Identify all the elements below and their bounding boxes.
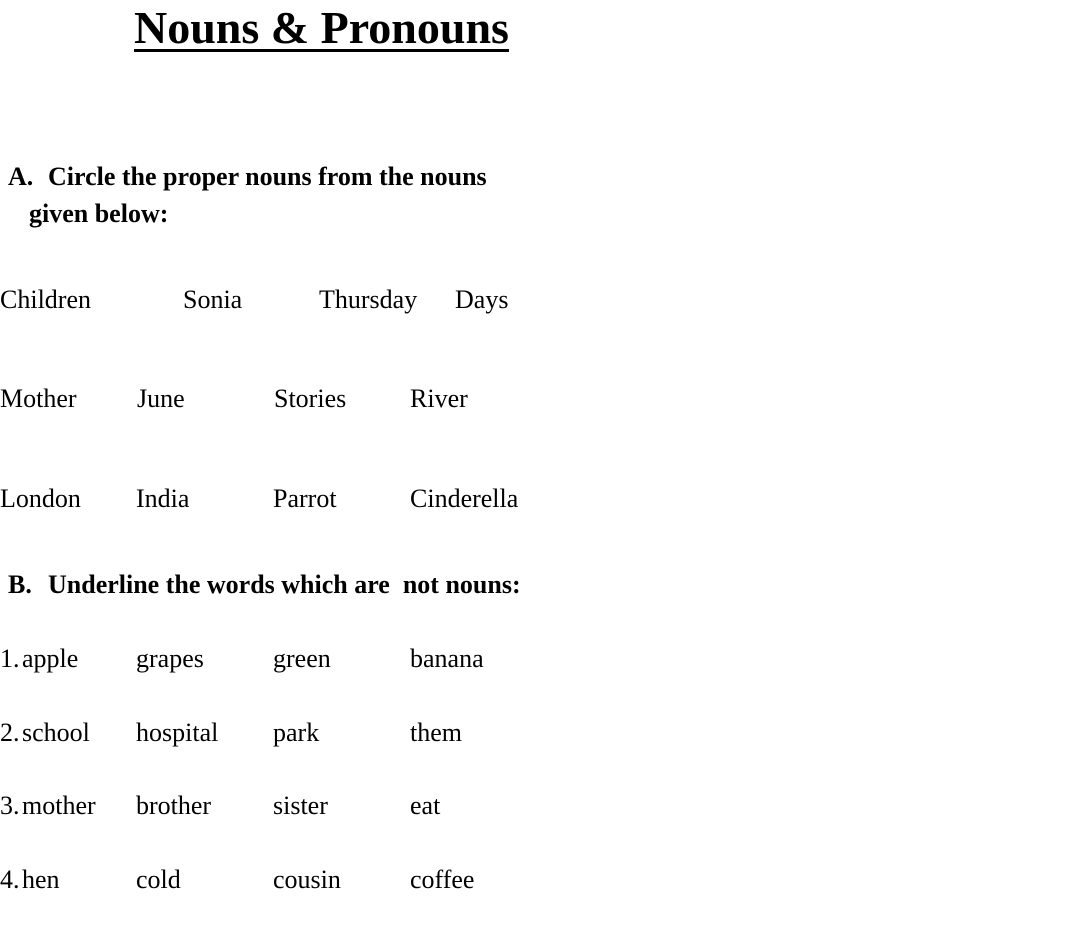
- section-b-letter: B.: [8, 570, 32, 599]
- section-b-instruction: Underline the words which are not nouns:: [48, 570, 521, 599]
- section-b-first-word: [0, 865, 60, 895]
- section-b-word: cold: [136, 865, 181, 894]
- section-a-word: Mother: [0, 384, 77, 413]
- section-b-word: sister: [273, 791, 328, 820]
- section-a-letter: A.: [8, 162, 34, 191]
- section-b-heading: [8, 570, 521, 600]
- section-a-word: Children: [0, 285, 91, 314]
- section-a-word: Cinderella: [410, 484, 519, 513]
- section-a-instruction-line2: given below:: [29, 199, 169, 228]
- section-b-word: apple: [22, 644, 79, 673]
- section-a-instruction-line1: Circle the proper nouns from the nouns: [48, 162, 487, 191]
- item-number: 3.: [0, 791, 20, 820]
- section-a-word: June: [137, 384, 185, 413]
- worksheet-title: Nouns & Pronouns: [134, 2, 509, 53]
- item-number: 2.: [0, 718, 20, 747]
- item-number: 4.: [0, 865, 20, 894]
- section-b-first-word: [0, 791, 96, 821]
- section-b-word: grapes: [136, 644, 204, 673]
- section-b-word: hen: [22, 865, 60, 894]
- section-b-word: coffee: [410, 865, 475, 894]
- section-b-first-word: [0, 644, 78, 674]
- section-b-word: banana: [410, 644, 484, 673]
- section-b-word: green: [273, 644, 331, 673]
- section-a-word: Sonia: [183, 285, 243, 314]
- section-b-word: eat: [410, 791, 441, 820]
- section-a-word: Parrot: [273, 484, 337, 513]
- section-b-word: park: [273, 718, 320, 747]
- section-b-first-word: [0, 718, 90, 748]
- item-number: 1.: [0, 644, 20, 673]
- section-a-word: India: [136, 484, 190, 513]
- section-a-word: London: [0, 484, 81, 513]
- section-b-word: school: [22, 718, 90, 747]
- section-a-heading: [8, 162, 487, 192]
- section-b-word: brother: [136, 791, 212, 820]
- section-a-word: River: [410, 384, 468, 413]
- section-a-word: Days: [455, 285, 509, 314]
- section-b-word: hospital: [136, 718, 219, 747]
- section-b-word: cousin: [273, 865, 341, 894]
- section-b-word: them: [410, 718, 462, 747]
- section-b-word: mother: [22, 791, 96, 820]
- section-a-word: Thursday: [319, 285, 418, 314]
- section-a-word: Stories: [274, 384, 347, 413]
